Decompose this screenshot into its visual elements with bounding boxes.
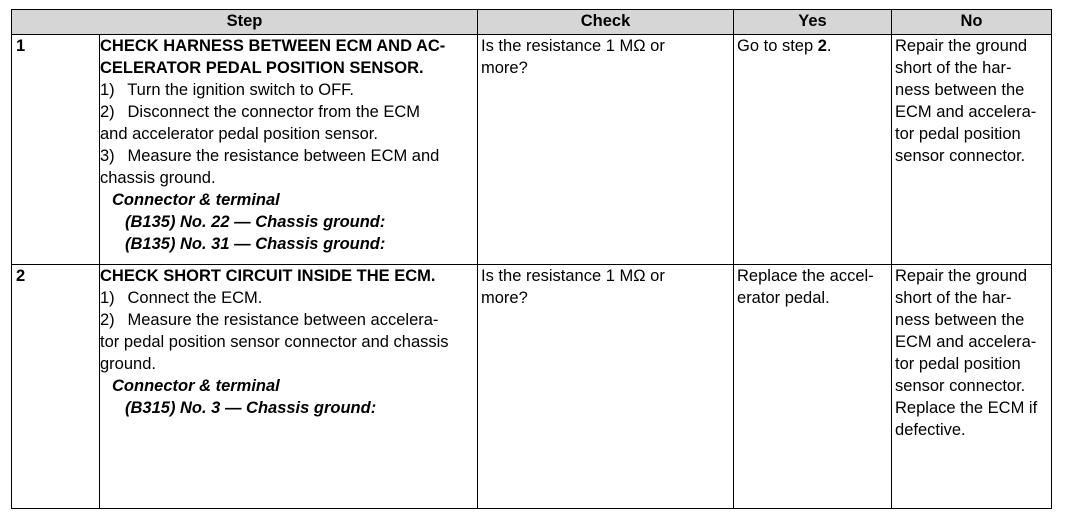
diagnostic-procedure-table xyxy=(11,9,1052,509)
step-instruction: and accelerator pedal position sensor. xyxy=(100,125,378,143)
header-no: No xyxy=(892,10,1052,35)
yes-cell xyxy=(734,265,892,509)
table-row xyxy=(12,35,1052,265)
no-line: ECM and accelera- xyxy=(895,333,1037,351)
no-line: short of the har- xyxy=(895,289,1012,307)
yes-text xyxy=(737,35,888,57)
no-line: ECM and accelera- xyxy=(895,103,1037,121)
step-description xyxy=(100,35,478,265)
no-line: tor pedal position xyxy=(895,355,1021,373)
step-instruction: 1) Connect the ECM. xyxy=(100,289,263,307)
step-instruction: 1) Turn the ignition switch to OFF. xyxy=(100,81,355,99)
terminal-spec: (B135) No. 31 — Chassis ground: xyxy=(125,235,386,253)
no-line: Repair the ground xyxy=(895,37,1028,55)
check-cell xyxy=(478,35,734,265)
step-title-line: CHECK HARNESS BETWEEN ECM AND AC- xyxy=(100,37,446,55)
yes-line: erator pedal. xyxy=(737,289,830,307)
table-row xyxy=(12,265,1052,509)
no-line: ness between the xyxy=(895,311,1025,329)
check-line: more? xyxy=(481,289,528,307)
no-line: sensor connector. xyxy=(895,377,1026,395)
yes-suffix: . xyxy=(826,37,832,55)
no-line: tor pedal position xyxy=(895,125,1021,143)
connector-label: Connector & terminal xyxy=(112,377,280,395)
step-instruction: tor pedal position sensor connector and chassis xyxy=(100,333,449,351)
step-instruction: 2) Measure the resistance between accelera- xyxy=(100,311,439,329)
connector-label: Connector & terminal xyxy=(112,191,280,209)
step-number: 1 xyxy=(12,35,100,265)
step-instruction: ground. xyxy=(100,355,156,373)
yes-prefix: Go to step xyxy=(737,37,818,55)
yes-cell xyxy=(734,35,892,265)
no-line: sensor connector. xyxy=(895,147,1026,165)
check-line: more? xyxy=(481,59,528,77)
terminal-spec: (B315) No. 3 — Chassis ground: xyxy=(125,399,377,417)
terminal-spec: (B135) No. 22 — Chassis ground: xyxy=(125,213,386,231)
no-line: defective. xyxy=(895,421,966,439)
header-step: Step xyxy=(12,10,478,35)
header-check: Check xyxy=(478,10,734,35)
check-line: Is the resistance 1 MΩ or xyxy=(481,267,665,285)
yes-line: Replace the accel- xyxy=(737,267,874,285)
step-title-line: CHECK SHORT CIRCUIT INSIDE THE ECM. xyxy=(100,267,436,285)
header-row xyxy=(12,10,1052,35)
no-line: Replace the ECM if xyxy=(895,399,1038,417)
check-cell xyxy=(478,265,734,509)
no-cell xyxy=(892,265,1052,509)
step-number: 2 xyxy=(12,265,100,509)
step-instruction: 2) Disconnect the connector from the ECM xyxy=(100,103,421,121)
no-line: Repair the ground xyxy=(895,267,1028,285)
no-line: ness between the xyxy=(895,81,1025,99)
no-cell xyxy=(892,35,1052,265)
check-line: Is the resistance 1 MΩ or xyxy=(481,37,665,55)
step-title-line: CELERATOR PEDAL POSITION SENSOR. xyxy=(100,59,424,77)
step-instruction: chassis ground. xyxy=(100,169,216,187)
header-yes: Yes xyxy=(734,10,892,35)
yes-step-link: 2 xyxy=(817,37,827,55)
no-line: short of the har- xyxy=(895,59,1012,77)
step-instruction: 3) Measure the resistance between ECM and xyxy=(100,147,440,165)
step-description xyxy=(100,265,478,509)
